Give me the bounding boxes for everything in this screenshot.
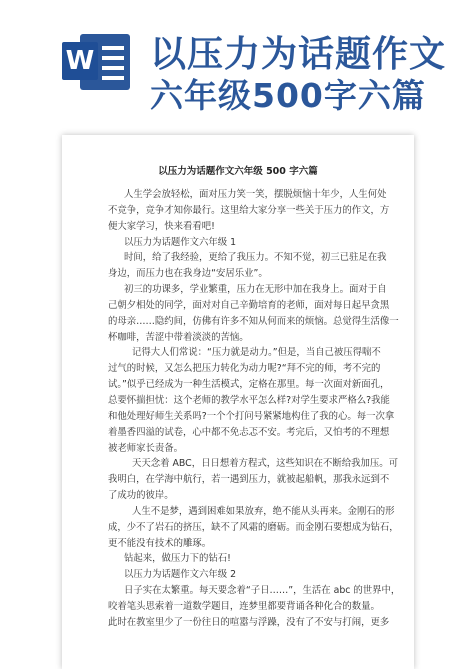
document-line: 不竞争，竞争才知你最行。这里给大家分享一些关于压力的作文，方 <box>108 204 390 216</box>
document-line: 记得大人们常说：“压力就是动力。”但是，当自己被压得喘不 <box>132 347 381 359</box>
document-line: 的母亲……隐约间，仿佛有许多不知从何而来的烦恼。总觉得生活像一 <box>108 315 399 327</box>
word-icon-letter: W <box>62 42 98 80</box>
document-line: 以压力为话题作文六年级 1 <box>124 236 237 248</box>
document-line: 人生不是梦，遇到困难如果放弃，绝不能从头再来。金刚石的形 <box>132 505 395 517</box>
document-line: 便大家学习，快来看看吧! <box>108 220 215 232</box>
document-line: 了成功的彼岸。 <box>108 490 174 502</box>
word-icon-line <box>102 76 124 80</box>
banner-title-line-1: 以压力为话题作文 <box>150 34 447 75</box>
document-line: 初三的功课多，学业繁重，压力在无形中加在我身上。面对于自 <box>124 284 387 296</box>
document-line: 日子实在太繁重。每天要念着“子日……”，生活在 abc 的世界中， <box>124 585 401 597</box>
word-document-icon <box>62 28 132 94</box>
document-line: 天天念着 ABC，日日想着方程式，这些知识在不断给我加压。可 <box>132 458 398 470</box>
word-icon-line <box>102 66 124 70</box>
document-line: 总要怀揣担忧：这个老师的教学水平怎么样?对学生要求严格么?我能 <box>108 394 390 406</box>
document-line: 更不能没有技术的雕琢。 <box>108 537 212 549</box>
banner-title-line-2: 六年级500字六篇 <box>150 76 426 115</box>
document-title: 以压力为话题作文六年级 500 字六篇 <box>158 166 318 177</box>
document-line: 着墨香四溢的试卷，心中都不免忐忑不安。考完后，又怕考的不理想 <box>108 426 390 438</box>
document-line: 试。”似乎已经成为一种生活模式，定格在那里。每一次面对新面孔， <box>108 379 390 391</box>
document-line: 被老师家长责备。 <box>108 442 184 454</box>
document-line: 以压力为话题作文六年级 2 <box>124 569 237 581</box>
document-line: 杯咖啡，苦涩中带着淡淡的苦恼。 <box>108 331 249 343</box>
document-body <box>108 187 408 631</box>
document-line: 人生学会放轻松，面对压力笑一笑，摆脱烦恼十年少，人生何处 <box>124 189 387 200</box>
word-icon-line <box>102 56 124 60</box>
document-line: 此时在教室里少了一份往日的喧嚣与浮躁，没有了不安与打闹，更多 <box>108 616 390 628</box>
banner <box>0 0 474 120</box>
document-line: 过气的时候，又怎么把压力转化为动力呢?“拜不完的师，考不完的 <box>108 363 381 375</box>
document-line: 身边，而压力也在我身边“安居乐业”。 <box>108 268 268 280</box>
document-line: 时间，给了我经验，更给了我压力。不知不觉，初三已驻足在我 <box>124 252 387 264</box>
document-page <box>62 135 414 669</box>
document-line: 咬着笔头思索着一道数学题目，连梦里都要背诵各种化合的数量。 <box>108 600 380 612</box>
document-line: 我明白，在学海中航行，若一遇到压力，就被起船帆，那我永远到不 <box>108 474 390 486</box>
document-line: 和他处理好师生关系吗?一个个打问号紧紧地构住了我的心。每一次拿 <box>108 410 395 422</box>
document-line: 钻起来，做压力下的钻石! <box>124 553 231 565</box>
document-line: 成，少不了岩石的挤压，缺不了风霜的磨砺。而金刚石要想成为钻石， <box>108 521 399 533</box>
document-line: 己朝夕相处的同学，面对对自己辛勤培育的老师，面对每日起早贪黑 <box>108 299 390 311</box>
word-icon-line <box>102 46 124 50</box>
